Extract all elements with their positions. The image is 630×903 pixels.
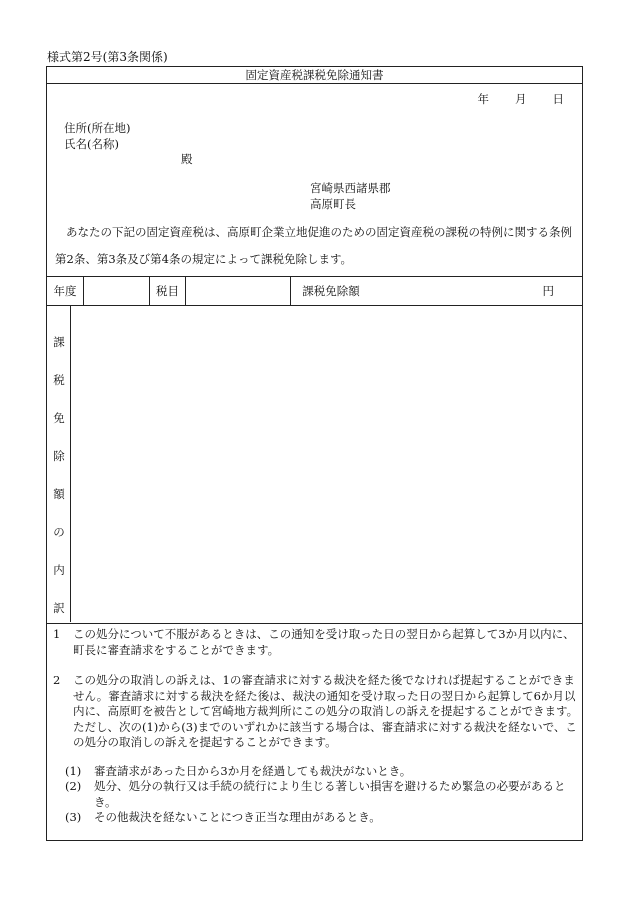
sub-note-list: [53, 764, 579, 826]
info-row: [47, 276, 582, 306]
breakdown-char: 訳: [53, 601, 65, 615]
sub-note-number: (2): [65, 779, 82, 793]
year-value: [84, 277, 150, 305]
sub-note-text: 処分、処分の執行又は手続の続行により生じる著しい損害を避けるため緊急の必要があるとき。: [94, 779, 566, 809]
sub-note-item: [65, 764, 579, 780]
issuer-block: [310, 180, 391, 212]
recipient-block: [64, 120, 130, 152]
note-number: 1: [53, 627, 61, 641]
breakdown-label: [47, 306, 71, 622]
tax-label: 税目: [150, 277, 186, 305]
name-label: 氏名(名称): [64, 137, 119, 151]
breakdown-char: の: [53, 525, 65, 539]
note-text: この処分について不服があるときは、この通知を受け取った日の翌日から起算して3か月以内に、町長に審査請求をすることができます。: [73, 627, 575, 657]
breakdown-char: 内: [53, 563, 65, 577]
notes-section: [53, 627, 579, 826]
breakdown-char: 免: [53, 411, 65, 425]
sub-note-text: 審査請求があった日から3か月を経過しても裁決がないとき。: [94, 763, 412, 778]
breakdown-char: 課: [53, 335, 65, 349]
date-month: 月: [515, 92, 527, 106]
sub-note-text: その他裁決を経ないことにつき正当な理由があるとき。: [94, 810, 381, 824]
date-line: [478, 91, 565, 107]
sub-note-number: (1): [65, 763, 82, 778]
date-year: 年: [477, 92, 489, 106]
breakdown-section: [47, 306, 582, 624]
body-text: あなたの下記の固定資産税は、高原町企業立地促進のための固定資産税の課税の特例に関する条例第2条、第3条及び第4条の規定によって課税免除します。: [55, 225, 572, 266]
notice-form: [46, 66, 583, 841]
breakdown-area[interactable]: [71, 306, 582, 622]
exempt-label: 課税免除額: [302, 284, 360, 298]
sub-note-number: (3): [65, 810, 82, 824]
tax-value: [186, 277, 291, 305]
note-text: この処分の取消しの訴えは、1の審査請求に対する裁決を経た後でなければ提起することができません。審査請求に対する裁決を経た後は、裁決の通知を受け取った日の翌日から起算して6か月以内に、高原町を被告として宮崎地方裁判所にこの処分の取消しの訴えを提起することができます。ただし、次の(1)から(3)までのいずれかに該当する場合は、審査請求に対する裁決を経ないで、この処分の取消しの訴えを提起することができます。: [73, 673, 579, 749]
exempt-unit: 円: [542, 284, 554, 298]
address-label: 住所(所在地): [64, 121, 131, 135]
note-item: [53, 673, 579, 751]
date-day: 日: [552, 92, 564, 106]
note-item: [53, 627, 579, 658]
issuer-line2: 高原町長: [310, 197, 356, 211]
year-label: 年度: [47, 277, 84, 305]
form-title: 固定資産税課税免除通知書: [47, 67, 582, 84]
form-number: 様式第2号(第3条関係): [47, 50, 168, 64]
breakdown-char: 除: [53, 449, 65, 463]
breakdown-char: 税: [53, 373, 65, 387]
sub-note-item: [65, 779, 579, 810]
breakdown-char: 額: [53, 487, 65, 501]
sub-note-item: [65, 810, 579, 826]
note-number: 2: [53, 673, 61, 687]
honorific: 殿: [181, 152, 193, 166]
issuer-line1: 宮崎県西諸県郡: [310, 181, 391, 195]
